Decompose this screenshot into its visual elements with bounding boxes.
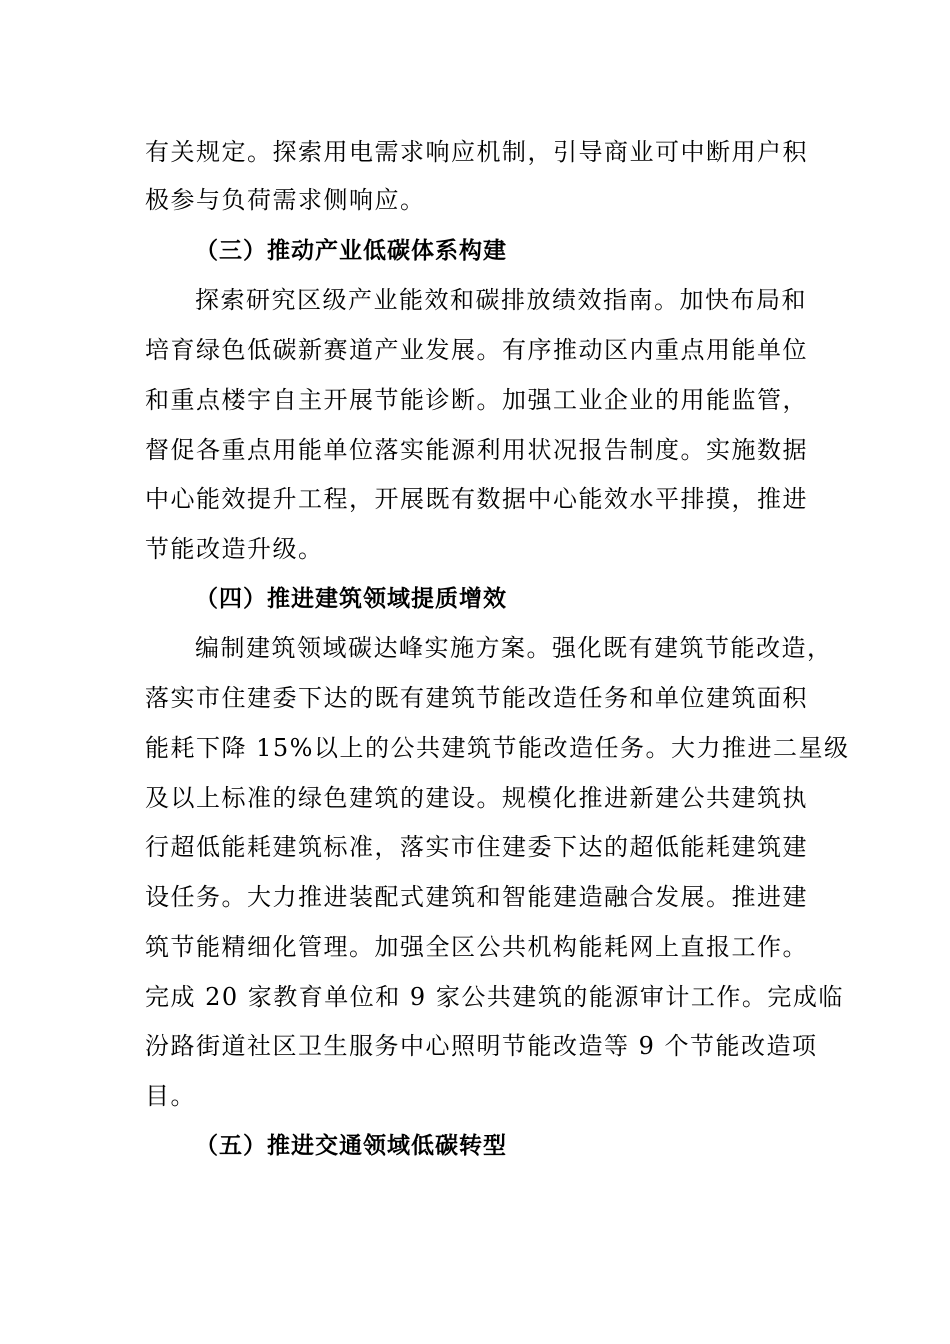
paragraph-line: 筑节能精细化管理。加强全区公共机构能耗网上直报工作。 <box>145 933 808 961</box>
paragraph-line: 汾路街道社区卫生服务中心照明节能改造等 9 个节能改造项 <box>145 1032 818 1060</box>
paragraph-line: 目。 <box>145 1082 196 1110</box>
paragraph-line: 设任务。大力推进装配式建筑和智能建造融合发展。推进建 <box>145 883 808 911</box>
paragraph-line: 中心能效提升工程，开展既有数据中心能效水平排摸，推进 <box>145 485 808 513</box>
paragraph-line: 编制建筑领域碳达峰实施方案。强化既有建筑节能改造， <box>195 634 833 662</box>
paragraph-line: 及以上标准的绿色建筑的建设。规模化推进新建公共建筑执 <box>145 784 808 812</box>
paragraph-line: 探索研究区级产业能效和碳排放绩效指南。加快布局和 <box>195 286 807 314</box>
paragraph-line: 行超低能耗建筑标准，落实市住建委下达的超低能耗建筑建 <box>145 833 808 861</box>
section-heading-5: （五）推进交通领域低碳转型 <box>195 1133 507 1159</box>
paragraph-line: 有关规定。探索用电需求响应机制，引导商业可中断用户积 <box>145 138 808 166</box>
paragraph-line: 节能改造升级。 <box>145 535 324 563</box>
section-heading-3: （三）推动产业低碳体系构建 <box>195 238 507 264</box>
paragraph-line: 完成 20 家教育单位和 9 家公共建筑的能源审计工作。完成临 <box>145 983 844 1011</box>
paragraph-line: 督促各重点用能单位落实能源利用状况报告制度。实施数据 <box>145 436 808 464</box>
section-heading-4: （四）推进建筑领域提质增效 <box>195 586 507 612</box>
paragraph-line: 落实市住建委下达的既有建筑节能改造任务和单位建筑面积 <box>145 684 808 712</box>
paragraph-line: 培育绿色低碳新赛道产业发展。有序推动区内重点用能单位 <box>145 336 808 364</box>
paragraph-line: 和重点楼宇自主开展节能诊断。加强工业企业的用能监管， <box>145 386 808 414</box>
paragraph-line: 极参与负荷需求侧响应。 <box>145 186 426 214</box>
paragraph-line: 能耗下降 15%以上的公共建筑节能改造任务。大力推进二星级 <box>145 734 850 762</box>
